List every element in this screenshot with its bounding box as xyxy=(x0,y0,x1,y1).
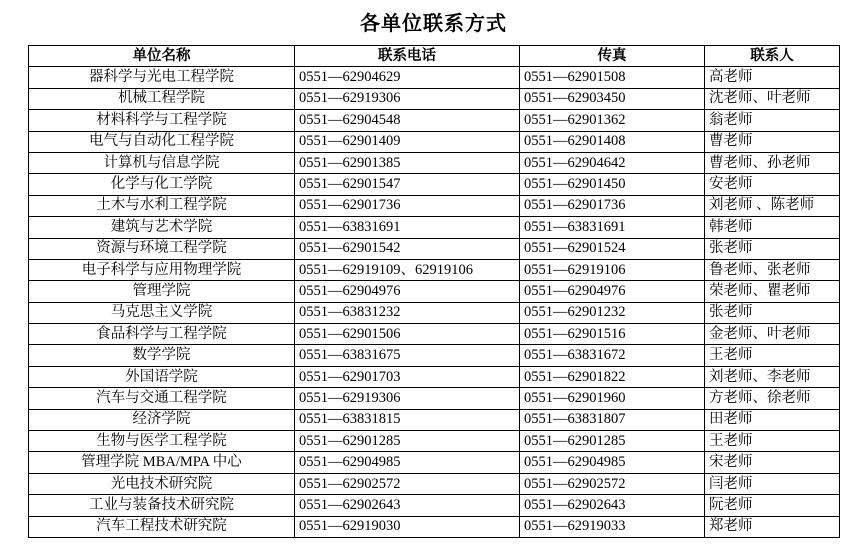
column-header-fax: 传真 xyxy=(520,46,705,67)
cell-person: 曹老师、孙老师 xyxy=(705,152,840,173)
cell-person: 刘老师 、陈老师 xyxy=(705,195,840,216)
cell-unit: 土木与水利工程学院 xyxy=(29,195,295,216)
cell-phone: 0551—62904976 xyxy=(295,281,520,302)
cell-phone: 0551—62901547 xyxy=(295,174,520,195)
cell-unit: 外国语学院 xyxy=(29,366,295,387)
cell-phone: 0551—62901703 xyxy=(295,366,520,387)
cell-unit: 电子科学与应用物理学院 xyxy=(29,259,295,280)
cell-unit: 电气与自动化工程学院 xyxy=(29,131,295,152)
table-row xyxy=(29,88,840,109)
cell-person: 荣老师、瞿老师 xyxy=(705,281,840,302)
cell-unit: 食品科学与工程学院 xyxy=(29,324,295,345)
cell-fax: 0551—62901524 xyxy=(520,238,705,259)
cell-fax: 0551—63831807 xyxy=(520,409,705,430)
contact-table xyxy=(28,45,840,538)
table-row xyxy=(29,409,840,430)
table-row xyxy=(29,131,840,152)
cell-person: 安老师 xyxy=(705,174,840,195)
cell-fax: 0551—62904642 xyxy=(520,152,705,173)
column-header-unit: 单位名称 xyxy=(29,46,295,67)
cell-person: 阮老师 xyxy=(705,495,840,516)
cell-phone: 0551—62919306 xyxy=(295,388,520,409)
cell-person: 沈老师、叶老师 xyxy=(705,88,840,109)
cell-person: 翁老师 xyxy=(705,110,840,131)
cell-fax: 0551—62902572 xyxy=(520,473,705,494)
cell-person: 高老师 xyxy=(705,67,840,88)
cell-fax: 0551—62901362 xyxy=(520,110,705,131)
cell-fax: 0551—62904976 xyxy=(520,281,705,302)
cell-fax: 0551—62903450 xyxy=(520,88,705,109)
table-body xyxy=(29,67,840,538)
cell-fax: 0551—63831672 xyxy=(520,345,705,366)
cell-fax: 0551—62901960 xyxy=(520,388,705,409)
cell-phone: 0551—62901385 xyxy=(295,152,520,173)
cell-phone: 0551—62901736 xyxy=(295,195,520,216)
table-row xyxy=(29,495,840,516)
cell-phone: 0551—62904985 xyxy=(295,452,520,473)
cell-fax: 0551—62904985 xyxy=(520,452,705,473)
table-row xyxy=(29,366,840,387)
cell-unit: 器科学与光电工程学院 xyxy=(29,67,295,88)
cell-phone: 0551—62919030 xyxy=(295,516,520,537)
table-row xyxy=(29,473,840,494)
cell-person: 王老师 xyxy=(705,345,840,366)
cell-unit: 生物与医学工程学院 xyxy=(29,431,295,452)
cell-unit: 建筑与艺术学院 xyxy=(29,217,295,238)
table-row xyxy=(29,152,840,173)
cell-unit: 光电技术研究院 xyxy=(29,473,295,494)
table-row xyxy=(29,195,840,216)
table-container xyxy=(0,45,867,538)
cell-fax: 0551—62901408 xyxy=(520,131,705,152)
table-row xyxy=(29,431,840,452)
cell-phone: 0551—63831691 xyxy=(295,217,520,238)
cell-fax: 0551—62901232 xyxy=(520,302,705,323)
cell-phone: 0551—62902572 xyxy=(295,473,520,494)
table-row xyxy=(29,388,840,409)
cell-unit: 马克思主义学院 xyxy=(29,302,295,323)
table-row xyxy=(29,238,840,259)
cell-person: 王老师 xyxy=(705,431,840,452)
cell-fax: 0551—62902643 xyxy=(520,495,705,516)
column-header-phone: 联系电话 xyxy=(295,46,520,67)
cell-phone: 0551—62901285 xyxy=(295,431,520,452)
column-header-person: 联系人 xyxy=(705,46,840,67)
cell-person: 闫老师 xyxy=(705,473,840,494)
cell-phone: 0551—62919109、62919106 xyxy=(295,259,520,280)
cell-fax: 0551—62901450 xyxy=(520,174,705,195)
table-header xyxy=(29,46,840,67)
cell-person: 方老师、徐老师 xyxy=(705,388,840,409)
table-header-row xyxy=(29,46,840,67)
cell-phone: 0551—62901542 xyxy=(295,238,520,259)
cell-unit: 机械工程学院 xyxy=(29,88,295,109)
table-row xyxy=(29,302,840,323)
cell-person: 郑老师 xyxy=(705,516,840,537)
cell-phone: 0551—62919306 xyxy=(295,88,520,109)
cell-fax: 0551—62901516 xyxy=(520,324,705,345)
cell-unit: 汽车工程技术研究院 xyxy=(29,516,295,537)
cell-person: 宋老师 xyxy=(705,452,840,473)
cell-person: 张老师 xyxy=(705,238,840,259)
cell-person: 金老师、叶老师 xyxy=(705,324,840,345)
cell-unit: 经济学院 xyxy=(29,409,295,430)
cell-phone: 0551—62901506 xyxy=(295,324,520,345)
table-row xyxy=(29,516,840,537)
cell-phone: 0551—63831815 xyxy=(295,409,520,430)
cell-unit: 计算机与信息学院 xyxy=(29,152,295,173)
cell-unit: 管理学院 xyxy=(29,281,295,302)
table-row xyxy=(29,217,840,238)
cell-fax: 0551—62901508 xyxy=(520,67,705,88)
cell-phone: 0551—63831232 xyxy=(295,302,520,323)
table-row xyxy=(29,345,840,366)
table-row xyxy=(29,259,840,280)
cell-unit: 汽车与交通工程学院 xyxy=(29,388,295,409)
cell-unit: 工业与装备技术研究院 xyxy=(29,495,295,516)
cell-person: 田老师 xyxy=(705,409,840,430)
cell-person: 韩老师 xyxy=(705,217,840,238)
cell-phone: 0551—62901409 xyxy=(295,131,520,152)
cell-person: 鲁老师、张老师 xyxy=(705,259,840,280)
cell-fax: 0551—62901285 xyxy=(520,431,705,452)
cell-person: 曹老师 xyxy=(705,131,840,152)
cell-unit: 管理学院 MBA/MPA 中心 xyxy=(29,452,295,473)
table-row xyxy=(29,324,840,345)
table-row xyxy=(29,452,840,473)
cell-fax: 0551—63831691 xyxy=(520,217,705,238)
cell-fax: 0551—62919106 xyxy=(520,259,705,280)
cell-phone: 0551—63831675 xyxy=(295,345,520,366)
cell-unit: 资源与环境工程学院 xyxy=(29,238,295,259)
cell-unit: 化学与化工学院 xyxy=(29,174,295,195)
cell-unit: 数学学院 xyxy=(29,345,295,366)
cell-fax: 0551—62919033 xyxy=(520,516,705,537)
cell-phone: 0551—62904548 xyxy=(295,110,520,131)
table-row xyxy=(29,281,840,302)
cell-phone: 0551—62902643 xyxy=(295,495,520,516)
cell-unit: 材料科学与工程学院 xyxy=(29,110,295,131)
cell-person: 张老师 xyxy=(705,302,840,323)
cell-fax: 0551—62901736 xyxy=(520,195,705,216)
table-row xyxy=(29,174,840,195)
table-row xyxy=(29,67,840,88)
cell-person: 刘老师、李老师 xyxy=(705,366,840,387)
table-row xyxy=(29,110,840,131)
cell-fax: 0551—62901822 xyxy=(520,366,705,387)
page-title: 各单位联系方式 xyxy=(360,13,507,35)
cell-phone: 0551—62904629 xyxy=(295,67,520,88)
document-page xyxy=(0,7,867,546)
